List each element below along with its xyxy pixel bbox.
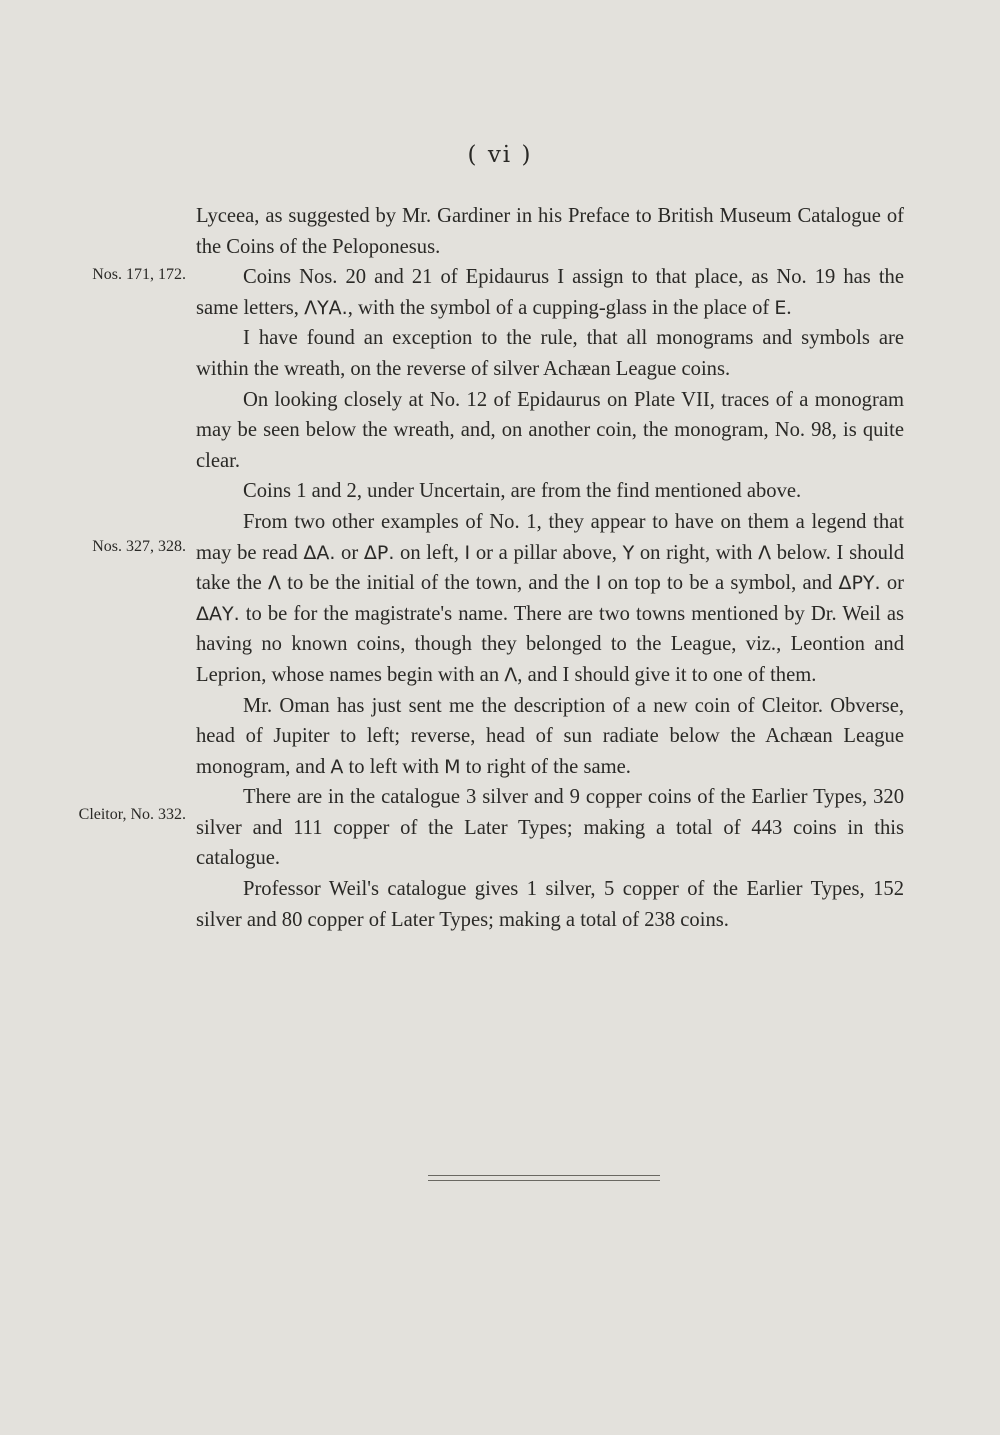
text-run: below. I should take the	[196, 541, 904, 595]
text-run: on right, with	[634, 541, 759, 564]
text-run: Coins Nos. 20 and 21 of Epidaurus I assign to that place, as No. 19 has the same letters,	[196, 266, 904, 319]
text-run: , and I should give it to one of them.	[517, 663, 817, 686]
text-run: or	[880, 572, 904, 595]
greek-legend: ΔΑΥ.	[196, 602, 240, 625]
text-run: to left with	[343, 755, 445, 778]
greek-legend: ΔΡ.	[363, 541, 395, 564]
greek-legend: Λ	[267, 572, 281, 595]
text-run: to be for the magistrate's name. There are two towns mentioned by Dr. Weil as having no known coins, though they belonged to the League, viz., Leontion and Leprion, whose names begin with an	[196, 602, 904, 686]
paragraph: On looking closely at No. 12 of Epidaurus on Plate VII, traces of a monogram may be seen below the wreath, and, on another coin, the monogram, No. 98, is quite clear.	[196, 388, 904, 472]
greek-legend: I	[595, 572, 602, 595]
text-run: , with the symbol of a cupping-glass in the place of	[347, 296, 775, 319]
paragraph	[196, 507, 904, 691]
greek-legend: Λ	[504, 663, 518, 686]
text-run: on left,	[394, 541, 465, 564]
greek-legend: Λ	[758, 541, 772, 564]
text-run: to right of the same.	[460, 755, 631, 778]
text-run: .	[786, 296, 792, 319]
text-run: Mr. Oman has just sent me the description of a new coin of Cleitor. Obverse, head of Jupiter to left; reverse, head of sun radiate below the Achæan League monogram, and	[196, 694, 904, 778]
body-text	[196, 201, 904, 935]
greek-legend: ΔΑ.	[303, 541, 336, 564]
text-run: to be the initial of the town, and the	[280, 572, 596, 595]
margin-note-nos-327-328: Nos. 327, 328.	[92, 538, 186, 555]
paragraph: Lyceea, as suggested by Mr. Gardiner in his Preface to British Museum Catalogue of the Coins of the Peloponesus.	[196, 205, 904, 258]
greek-legend: ΛΥΑ.	[304, 296, 348, 319]
closing-rule-bottom	[428, 1180, 660, 1181]
greek-legend: Α	[330, 755, 344, 778]
paragraph	[196, 262, 904, 323]
text-run: or	[335, 541, 364, 564]
text-run: From two other examples of No. 1, they appear to have on them a legend that may be read	[196, 510, 904, 564]
greek-legend: I	[464, 541, 471, 564]
greek-legend: E	[774, 296, 787, 319]
greek-legend: Υ	[622, 541, 635, 564]
paragraph: I have found an exception to the rule, that all monograms and symbols are within the wreath, on the reverse of silver Achæan League coins.	[196, 327, 904, 380]
text-run: on top to be a symbol, and	[601, 572, 839, 595]
paragraph: Coins 1 and 2, under Uncertain, are from the find mentioned above.	[243, 480, 802, 503]
paragraph: There are in the catalogue 3 silver and 9 copper coins of the Earlier Types, 320 silver and 111 copper of the Later Types; making a total of 443 coins in this catalogue.	[196, 786, 904, 870]
greek-legend: Μ	[444, 755, 461, 778]
paragraph: Professor Weil's catalogue gives 1 silver, 5 copper of the Earlier Types, 152 silver and 80 copper of Later Types; making a total of 238 coins.	[196, 878, 904, 931]
margin-note-nos-171-172: Nos. 171, 172.	[92, 266, 186, 283]
page-number: ( vi )	[467, 142, 533, 168]
paragraph	[196, 691, 904, 783]
margin-note-cleitor-332: Cleitor, No. 332.	[78, 806, 186, 823]
greek-legend: ΔΡΥ.	[838, 572, 881, 595]
closing-rule-top	[428, 1175, 660, 1176]
text-run: or a pillar above,	[470, 541, 623, 564]
